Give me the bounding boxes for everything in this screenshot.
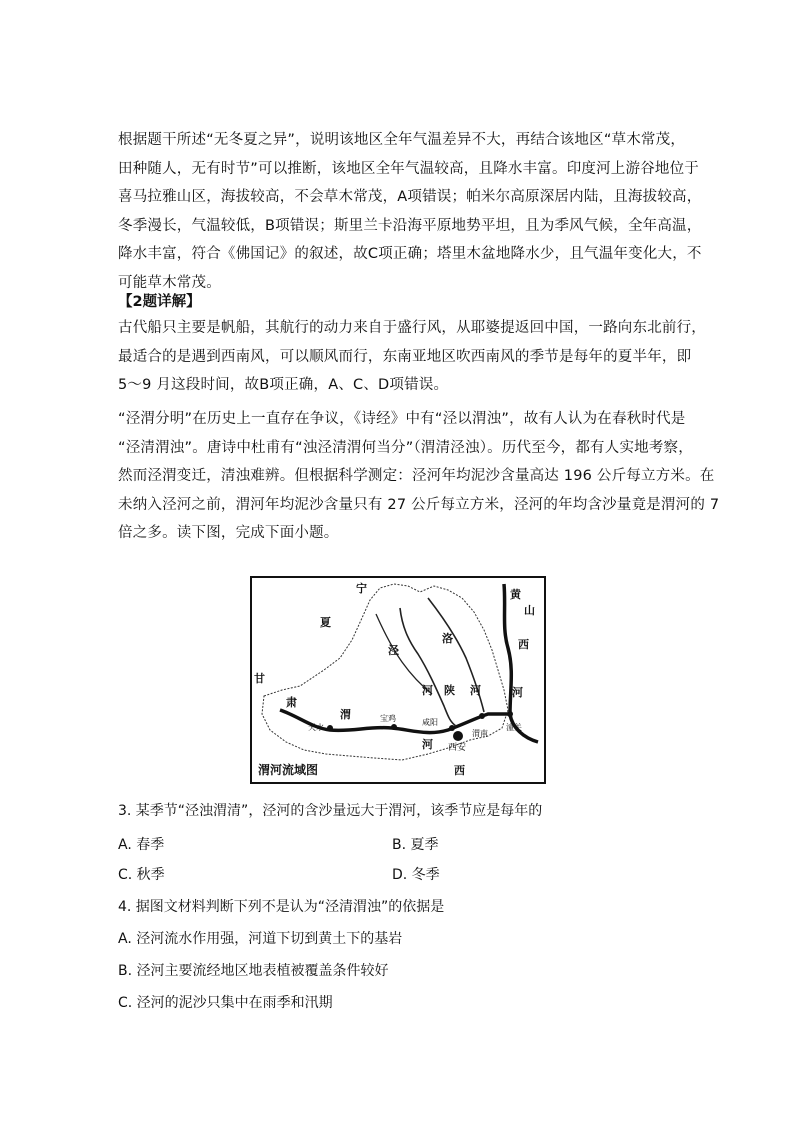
text-line: 降水丰富，符合《佛国记》的叙述，故C项正确；塔里木盆地降水少，且气温年变化大，不 xyxy=(118,246,702,262)
text-line: 冬季漫长，气温较低，B项错误；斯里兰卡沿海平原地势平坦，且为季风气候，全年高温， xyxy=(118,217,702,234)
city-label-xianyang: 咸阳 xyxy=(422,718,438,727)
map-label-su: 肃 xyxy=(286,696,297,709)
city-dot-xianyang xyxy=(449,725,455,731)
text-line: 未纳入泾河之前，渭河年均泥沙含量只有 27 公斤每立方米，泾河的年均含沙量竟是渭河的 7 xyxy=(118,496,720,513)
map-label-huang: 黄 xyxy=(510,588,521,601)
map-label-wei: 渭 xyxy=(340,708,351,721)
q3-option-a[interactable]: A. 春季 xyxy=(118,837,165,853)
city-dot-baoji xyxy=(391,724,397,730)
map-label-luo: 洛 xyxy=(442,632,453,645)
text-line: 喜马拉雅山区，海拔较高，不会草木常茂，A项错误；帕米尔高原深居内陆，且海拔较高， xyxy=(118,189,702,205)
city-label-baoji: 宝鸡 xyxy=(380,714,396,723)
city-dot-weinan xyxy=(479,713,485,719)
city-dot-tianshui xyxy=(327,725,333,731)
text-line: 倍之多。读下图，完成下面小题。 xyxy=(118,525,339,541)
text-line: 然而泾渭变迁，清浊难辨。但根据科学测定：泾河年均泥沙含量高达 196 公斤每立方米。在 xyxy=(118,468,715,484)
section-heading: 【2题详解】 xyxy=(118,294,201,310)
map-label-ning: 宁 xyxy=(356,582,367,595)
question-3-stem: 3. 某季节“泾浊渭清”，泾河的含沙量远大于渭河，该季节应是每年的 xyxy=(118,803,543,819)
map-label-xi-top: 西 xyxy=(518,638,529,651)
text-line: 古代船只主要是帆船，其航行的动力来自于盛行风，从耶婆提返回中国，一路向东北前行， xyxy=(118,320,706,336)
map-svg xyxy=(252,578,544,782)
text-line: “泾清渭浊”。唐诗中杜甫有“浊泾清渭何当分”（渭清泾浊）。历代至今，都有人实地考察， xyxy=(118,439,693,456)
q3-option-c[interactable]: C. 秋季 xyxy=(118,867,165,883)
explanation-paragraph-2 xyxy=(118,314,706,400)
map-label-jing: 泾 xyxy=(388,644,399,657)
city-dot-tongguan xyxy=(507,711,513,717)
q3-option-d[interactable]: D. 冬季 xyxy=(392,867,440,883)
city-label-tongguan: 潼关 xyxy=(506,723,522,732)
text-line: 田种随人，无有时节”可以推断，该地区全年气温较高，且降水丰富。印度河上游谷地位于 xyxy=(118,160,700,177)
text-line: 最适合的是遇到西南风，可以顺风而行，东南亚地区吹西南风的季节是每年的夏半年，即 xyxy=(118,348,692,365)
map-label-shan-mountain: 山 xyxy=(524,604,535,617)
map-label-shan-prov: 陕 xyxy=(444,684,455,697)
map-title: 渭河流域图 xyxy=(258,763,319,777)
map-label-jing-he: 河 xyxy=(422,684,433,697)
q4-option-c[interactable]: C. 泾河的泥沙只集中在雨季和汛期 xyxy=(118,995,333,1011)
question-4-stem: 4. 据图文材料判断下列不是认为“泾清渭浊”的依据是 xyxy=(118,899,445,915)
text-line: “泾渭分明”在历史上一直存在争议，《诗经》中有“泾以渭浊”，故有人认为在春秋时代是 xyxy=(118,411,686,427)
q4-option-b[interactable]: B. 泾河主要流经地区地表植被覆盖条件较好 xyxy=(118,963,389,979)
map-label-luo-he: 河 xyxy=(470,684,481,697)
text-line: 5～9 月这段时间，故B项正确，A、C、D项错误。 xyxy=(118,377,449,393)
weihe-basin-map xyxy=(250,576,546,784)
map-label-xia: 夏 xyxy=(320,616,331,629)
text-line: 根据题干所述“无冬夏之异”，说明该地区全年气温差异不大，再结合该地区“草木常茂， xyxy=(118,132,686,148)
city-dot-xian xyxy=(453,731,463,741)
text-line: 可能草木常茂。 xyxy=(118,274,221,291)
map-label-xi-bottom: 西 xyxy=(454,764,465,777)
city-label-weinan: 渭南 xyxy=(472,729,488,738)
city-label-tianshui: 天水 xyxy=(308,723,324,732)
q4-option-a[interactable]: A. 泾河流水作用强，河道下切到黄土下的基岩 xyxy=(118,931,403,947)
map-label-wei-he: 河 xyxy=(422,738,433,751)
q3-option-b[interactable]: B. 夏季 xyxy=(392,837,439,853)
map-label-he-right: 河 xyxy=(512,686,523,699)
city-label-xian: 西安 xyxy=(448,743,467,753)
map-label-gan: 甘 xyxy=(254,672,265,685)
material-paragraph xyxy=(118,405,720,548)
explanation-paragraph-1 xyxy=(118,126,702,297)
